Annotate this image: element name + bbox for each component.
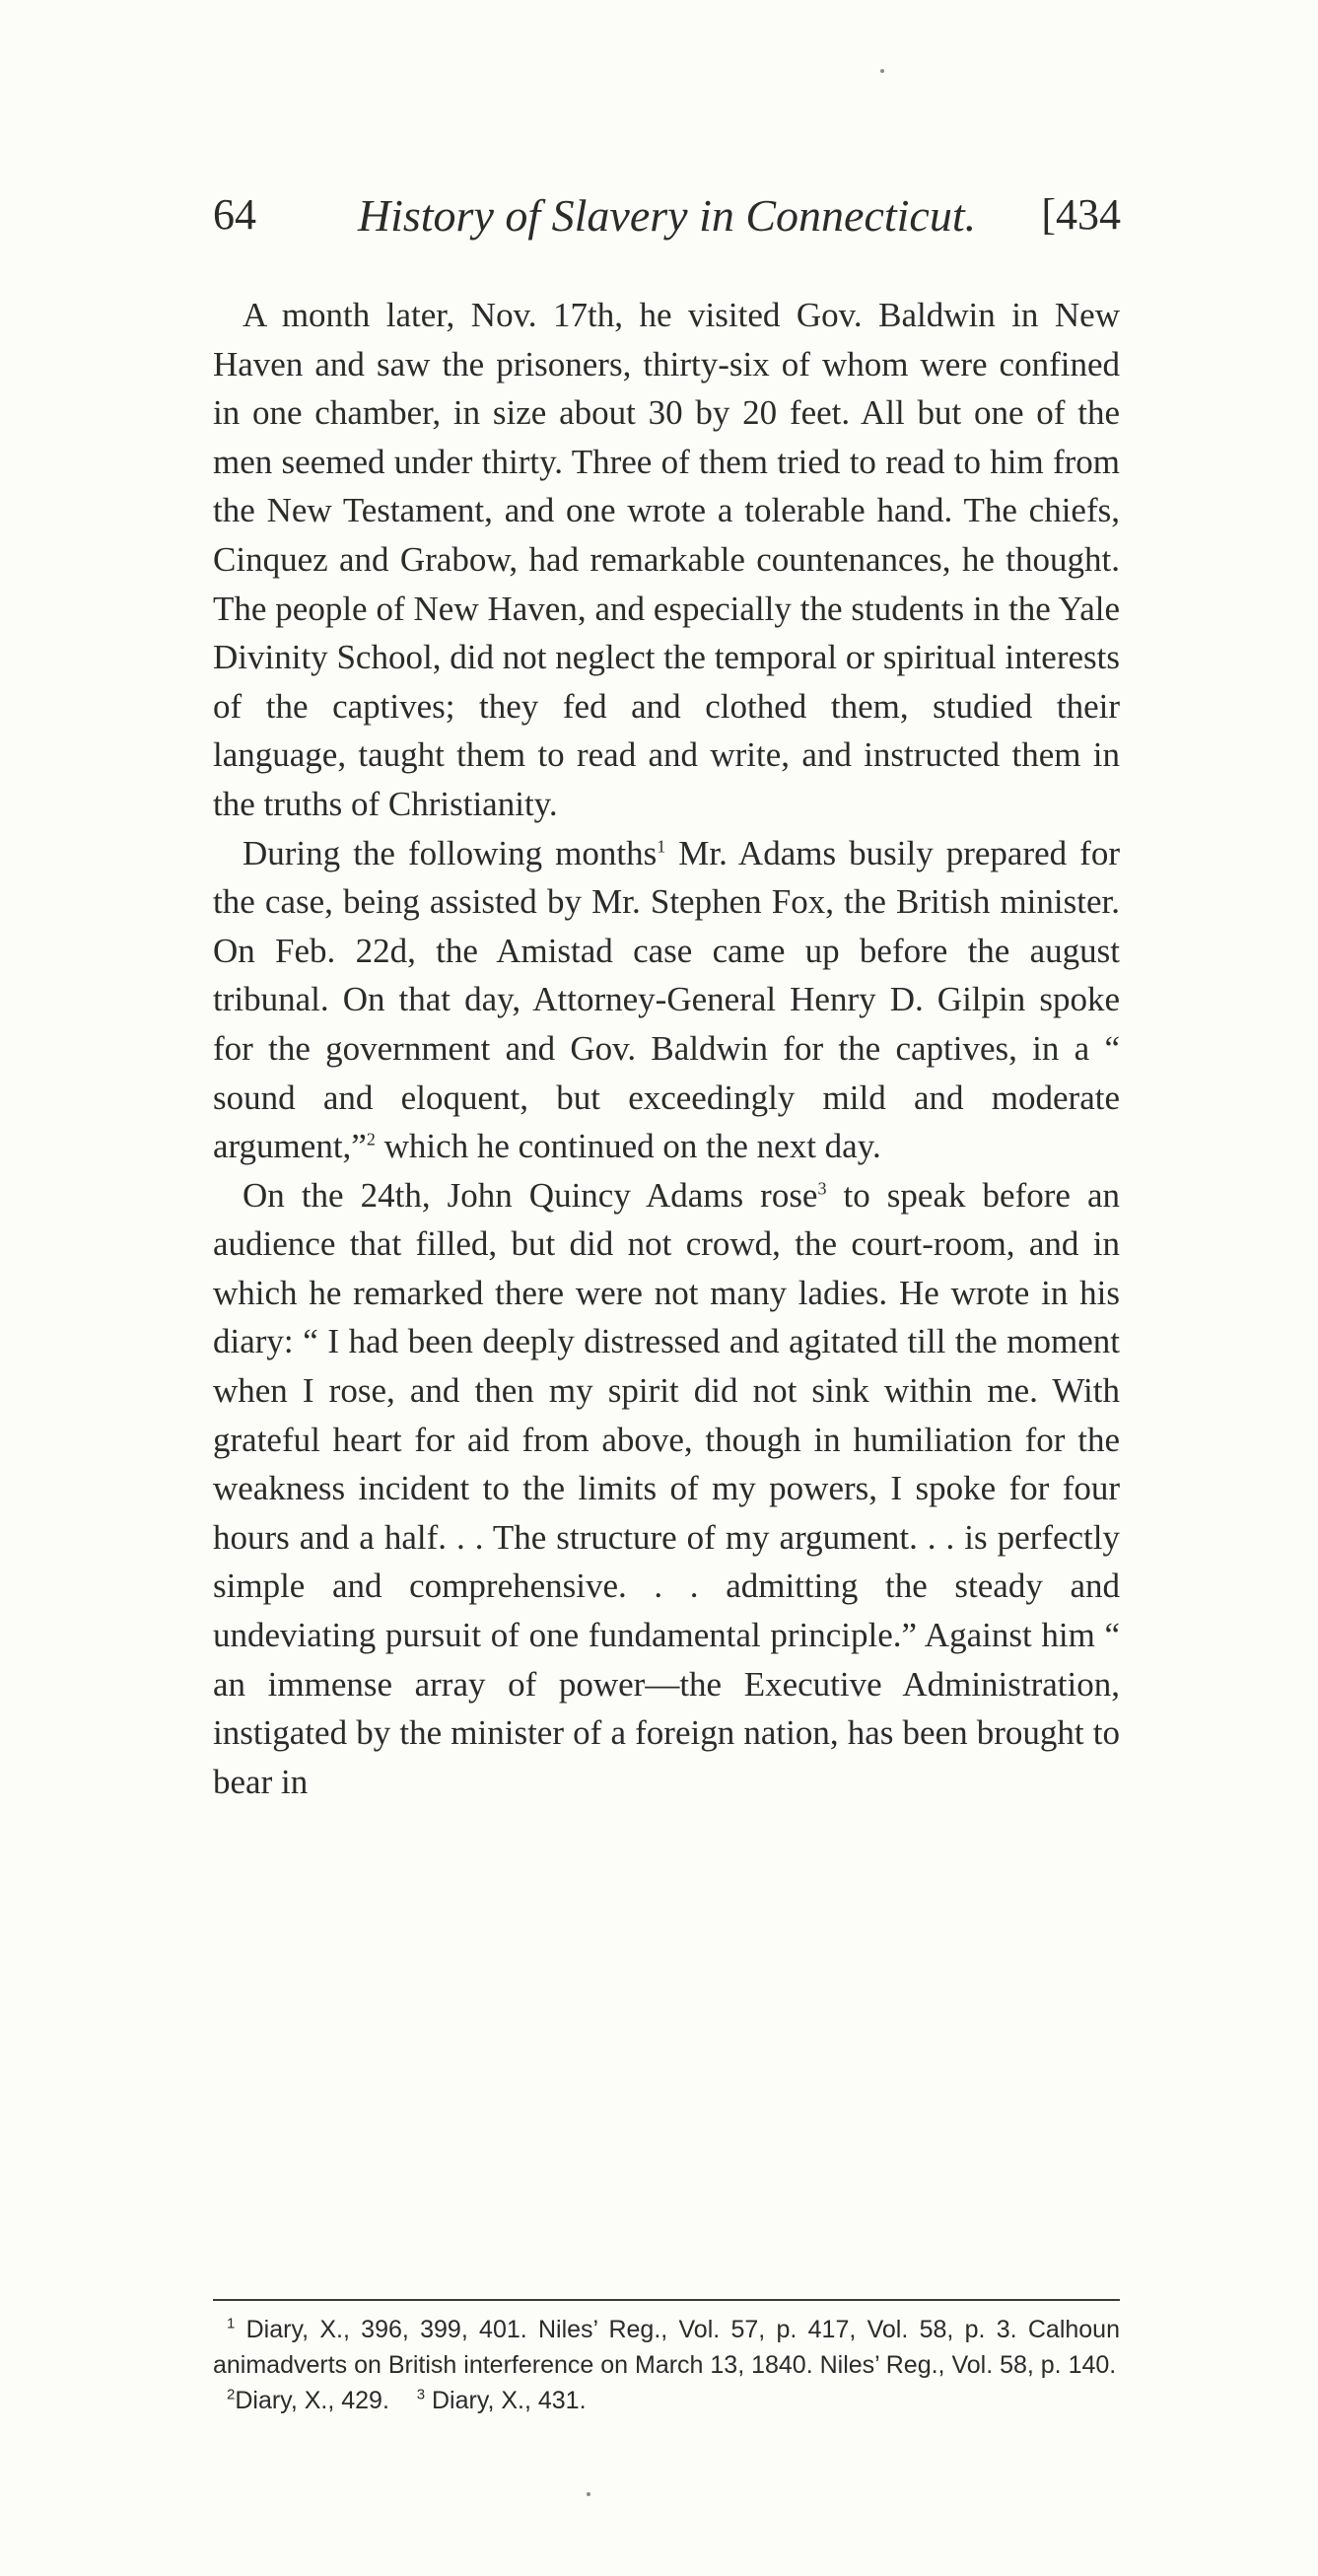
- paragraph-2: [213, 829, 1120, 1171]
- paragraph-2-text-b: Mr. Adams busily prepared for the case, being assisted by Mr. Stephen Fox, the British minister. On Feb. 22d, the Amistad case came up before the august tribunal. On that day, Attorney-General Henry D. Gilpin spoke for the government and Gov. Baldwin for the captives, in a “ sound and eloquent, but exceedingly mild and moderate argument,”: [213, 833, 1120, 1166]
- footnote-ref-3: 3: [817, 1178, 827, 1199]
- footnote-2-text: Diary, X., 429.: [235, 2387, 389, 2414]
- page-number: 64: [213, 190, 256, 239]
- footnote-3-text: Diary, X., 431.: [425, 2387, 587, 2414]
- footnote-ref-2: 2: [366, 1129, 376, 1149]
- paragraph-3-text-b: to speak before an audience that filled, but did not crowd, the court-room, and in which he remarked there were not many ladies. He wrote in his diary: “ I had been deeply distressed and agitated till the moment when I rose, and then my spirit did not sink within me. With grateful heart for aid from above, though in humiliation for the weakness incident to the limits of my powers, I spoke for four hours and a half. . . The structure of my argument. . . is perfectly simple and comprehensive. . . admitting the steady and undeviating pursuit of one fundamental principle.” Against him “ an immense array of power—the Executive Administration, instigated by the minister of a foreign nation, has been brought to bear in: [213, 1175, 1120, 1801]
- footnote-ref-1: 1: [657, 835, 666, 856]
- footnote-3-marker: 3: [416, 2386, 426, 2403]
- footnote-2-marker: 2: [227, 2386, 236, 2403]
- footnote-divider: [213, 2299, 1120, 2301]
- paragraph-2-text-c: which he continued on the next day.: [375, 1127, 881, 1166]
- paper-speck: [880, 69, 884, 73]
- footnotes-2-3: [213, 2383, 1120, 2418]
- footnote-1-marker: 1: [227, 2315, 236, 2332]
- main-text: [213, 291, 1120, 1806]
- paragraph-1: A month later, Nov. 17th, he visited Gov. Baldwin in New Haven and saw the prisoners, thirty-six of whom were confined in one chamber, in size about 30 by 20 feet. All but one of the men seemed under thirty. Three of them tried to read to him from the New Testament, and one wrote a tolerable hand. The chiefs, Cinquez and Grabow, had remarkable countenances, he thought. The people of New Haven, and especially the students in the Yale Divinity School, did not neglect the temporal or spiritual interests of the captives; they fed and clothed them, studied their language, taught them to read and write, and instructed them in the truths of Christianity.: [213, 296, 1120, 823]
- running-title: History of Slavery in Connecticut.: [357, 190, 977, 241]
- paragraph-3: [213, 1171, 1120, 1807]
- paragraph-3-text-a: On the 24th, John Quincy Adams rose: [243, 1175, 818, 1215]
- paragraph-2-text-a: During the following months: [243, 833, 658, 872]
- running-header: [213, 189, 1121, 268]
- footnote-1-text: Diary, X., 396, 399, 401. Niles’ Reg., Vol. 57, p. 417, Vol. 58, p. 3. Calhoun animadverts on British interference on March 13, 1840. Niles’ Reg., Vol. 58, p. 140.: [213, 2316, 1120, 2379]
- paper-speck: [587, 2492, 590, 2496]
- bracketed-page-number: [434: [1041, 190, 1121, 239]
- footnote-1: [213, 2312, 1120, 2383]
- footnotes: [213, 2312, 1120, 2418]
